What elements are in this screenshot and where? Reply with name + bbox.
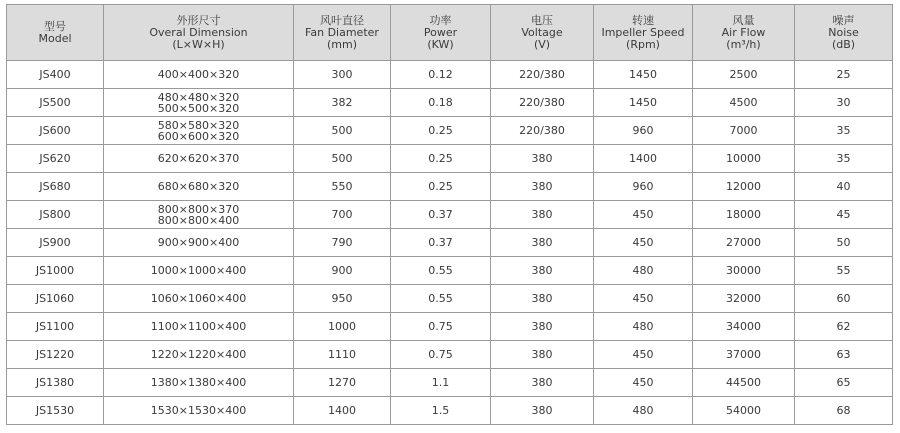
table-row <box>7 229 893 257</box>
cell-noise: 25 <box>795 61 893 89</box>
header-label-line: Air Flow <box>721 25 766 39</box>
cell-dimension <box>104 173 294 201</box>
cell-air-flow: 18000 <box>693 201 795 229</box>
header-label-line: Model <box>38 31 72 45</box>
header-label-line: (dB) <box>831 37 856 51</box>
header-label-line: Noise <box>828 25 859 39</box>
cell-fan-diameter: 550 <box>294 173 391 201</box>
header-label-line: 功率 <box>429 13 452 27</box>
header-label-line: 风量 <box>732 13 755 27</box>
table-row <box>7 173 893 201</box>
cell-noise: 68 <box>795 397 893 425</box>
cell-dimension <box>104 117 294 145</box>
cell-fan-diameter: 950 <box>294 285 391 313</box>
cell-power: 0.37 <box>391 201 491 229</box>
cell-noise: 45 <box>795 201 893 229</box>
cell-air-flow: 10000 <box>693 145 795 173</box>
dimension-line: 800×800×400 <box>157 213 240 227</box>
header-label-line: (Rpm) <box>626 37 660 51</box>
fan-spec-table <box>6 4 893 425</box>
cell-power: 0.37 <box>391 229 491 257</box>
cell-air-flow: 27000 <box>693 229 795 257</box>
cell-model: JS680 <box>7 173 104 201</box>
cell-impeller-speed: 480 <box>594 313 693 341</box>
cell-voltage: 380 <box>491 229 594 257</box>
header-label-line: Fan Diameter <box>305 25 379 39</box>
dimension-line: 480×480×320 <box>157 90 240 104</box>
table-row <box>7 201 893 229</box>
cell-air-flow: 54000 <box>693 397 795 425</box>
cell-fan-diameter: 900 <box>294 257 391 285</box>
table-row <box>7 145 893 173</box>
cell-noise: 40 <box>795 173 893 201</box>
cell-fan-diameter: 300 <box>294 61 391 89</box>
cell-voltage: 380 <box>491 257 594 285</box>
cell-power: 0.75 <box>391 313 491 341</box>
cell-model: JS400 <box>7 61 104 89</box>
table-row <box>7 61 893 89</box>
cell-noise: 35 <box>795 145 893 173</box>
header-model <box>7 5 104 61</box>
cell-voltage: 220/380 <box>491 89 594 117</box>
header-label-line: 外形尺寸 <box>176 13 221 27</box>
cell-model: JS1530 <box>7 397 104 425</box>
cell-dimension <box>104 257 294 285</box>
table-row <box>7 341 893 369</box>
cell-model: JS1380 <box>7 369 104 397</box>
dimension-line: 1530×1530×400 <box>150 404 247 417</box>
cell-voltage: 380 <box>491 313 594 341</box>
cell-model: JS620 <box>7 145 104 173</box>
cell-model: JS1100 <box>7 313 104 341</box>
cell-impeller-speed: 960 <box>594 117 693 145</box>
cell-model: JS1060 <box>7 285 104 313</box>
cell-air-flow: 37000 <box>693 341 795 369</box>
dimension-line: 1100×1100×400 <box>150 320 247 333</box>
cell-model: JS1000 <box>7 257 104 285</box>
cell-power: 0.25 <box>391 117 491 145</box>
header-noise <box>795 5 893 61</box>
cell-voltage: 380 <box>491 201 594 229</box>
cell-noise: 55 <box>795 257 893 285</box>
header-label-line: (m³/h) <box>726 37 761 51</box>
cell-fan-diameter: 1000 <box>294 313 391 341</box>
dimension-line: 400×400×320 <box>157 68 240 81</box>
cell-fan-diameter: 700 <box>294 201 391 229</box>
dimension-line: 580×580×320 <box>157 118 240 132</box>
cell-fan-diameter: 1110 <box>294 341 391 369</box>
cell-power: 0.55 <box>391 257 491 285</box>
header-label-line: Impeller Speed <box>601 25 685 39</box>
cell-voltage: 380 <box>491 341 594 369</box>
dimension-line: 600×600×320 <box>157 129 240 143</box>
cell-impeller-speed: 1400 <box>594 145 693 173</box>
dimension-line: 500×500×320 <box>157 101 240 115</box>
table-row <box>7 369 893 397</box>
cell-impeller-speed: 450 <box>594 229 693 257</box>
cell-power: 0.18 <box>391 89 491 117</box>
cell-dimension <box>104 369 294 397</box>
cell-noise: 63 <box>795 341 893 369</box>
cell-noise: 62 <box>795 313 893 341</box>
dimension-line: 1220×1220×400 <box>150 348 247 361</box>
cell-dimension <box>104 341 294 369</box>
cell-noise: 30 <box>795 89 893 117</box>
cell-voltage: 380 <box>491 145 594 173</box>
header-label-line: 风叶直径 <box>320 13 364 27</box>
cell-power: 0.55 <box>391 285 491 313</box>
header-power <box>391 5 491 61</box>
header-label-line: (KW) <box>427 37 454 51</box>
cell-dimension <box>104 285 294 313</box>
cell-fan-diameter: 500 <box>294 117 391 145</box>
cell-dimension <box>104 397 294 425</box>
cell-fan-diameter: 500 <box>294 145 391 173</box>
cell-model: JS600 <box>7 117 104 145</box>
cell-impeller-speed: 480 <box>594 257 693 285</box>
header-label-line: (V) <box>533 37 551 51</box>
cell-dimension <box>104 89 294 117</box>
table-row <box>7 397 893 425</box>
header-dimension <box>104 5 294 61</box>
header-label-line: 电压 <box>531 13 553 27</box>
cell-voltage: 220/380 <box>491 117 594 145</box>
header-label-line: (L×W×H) <box>172 37 225 51</box>
cell-impeller-speed: 960 <box>594 173 693 201</box>
cell-air-flow: 2500 <box>693 61 795 89</box>
cell-air-flow: 32000 <box>693 285 795 313</box>
cell-model: JS1220 <box>7 341 104 369</box>
cell-air-flow: 44500 <box>693 369 795 397</box>
header-label-line: Voltage <box>521 25 563 39</box>
cell-impeller-speed: 1450 <box>594 89 693 117</box>
cell-impeller-speed: 450 <box>594 341 693 369</box>
dimension-line: 1380×1380×400 <box>150 376 247 389</box>
table-header <box>7 5 893 61</box>
cell-impeller-speed: 1450 <box>594 61 693 89</box>
table-row <box>7 285 893 313</box>
header-voltage <box>491 5 594 61</box>
cell-dimension <box>104 229 294 257</box>
cell-voltage: 380 <box>491 397 594 425</box>
table-body <box>7 61 893 425</box>
header-row <box>7 5 893 61</box>
cell-power: 0.25 <box>391 173 491 201</box>
cell-air-flow: 7000 <box>693 117 795 145</box>
cell-impeller-speed: 450 <box>594 285 693 313</box>
dimension-line: 1000×1000×400 <box>150 264 247 277</box>
cell-voltage: 220/380 <box>491 61 594 89</box>
table-row <box>7 89 893 117</box>
cell-power: 1.5 <box>391 397 491 425</box>
cell-impeller-speed: 450 <box>594 201 693 229</box>
header-label-line: 型号 <box>44 19 66 33</box>
cell-noise: 60 <box>795 285 893 313</box>
cell-power: 0.12 <box>391 61 491 89</box>
cell-fan-diameter: 1400 <box>294 397 391 425</box>
cell-air-flow: 12000 <box>693 173 795 201</box>
header-label-line: Overal Dimension <box>149 25 248 39</box>
cell-voltage: 380 <box>491 369 594 397</box>
header-air-flow <box>693 5 795 61</box>
cell-fan-diameter: 382 <box>294 89 391 117</box>
header-label-line: 转速 <box>632 13 654 27</box>
cell-model: JS500 <box>7 89 104 117</box>
cell-noise: 35 <box>795 117 893 145</box>
table-row <box>7 117 893 145</box>
header-label-line: 噪声 <box>832 13 855 27</box>
dimension-line: 680×680×320 <box>157 180 240 193</box>
cell-voltage: 380 <box>491 285 594 313</box>
cell-dimension <box>104 61 294 89</box>
cell-impeller-speed: 450 <box>594 369 693 397</box>
cell-noise: 50 <box>795 229 893 257</box>
cell-power: 0.25 <box>391 145 491 173</box>
header-label-line: (mm) <box>326 37 357 51</box>
table-row <box>7 313 893 341</box>
header-impeller-speed <box>594 5 693 61</box>
dimension-line: 900×900×400 <box>157 236 240 249</box>
dimension-line: 620×620×370 <box>157 152 240 165</box>
cell-model: JS800 <box>7 201 104 229</box>
dimension-line: 1060×1060×400 <box>150 292 247 305</box>
cell-fan-diameter: 1270 <box>294 369 391 397</box>
cell-dimension <box>104 313 294 341</box>
dimension-line: 800×800×370 <box>157 202 240 216</box>
cell-model: JS900 <box>7 229 104 257</box>
cell-dimension <box>104 145 294 173</box>
cell-fan-diameter: 790 <box>294 229 391 257</box>
cell-air-flow: 4500 <box>693 89 795 117</box>
cell-power: 0.75 <box>391 341 491 369</box>
cell-power: 1.1 <box>391 369 491 397</box>
cell-air-flow: 30000 <box>693 257 795 285</box>
header-label-line: Power <box>423 25 458 39</box>
cell-air-flow: 34000 <box>693 313 795 341</box>
header-fan-diameter <box>294 5 391 61</box>
cell-noise: 65 <box>795 369 893 397</box>
cell-impeller-speed: 480 <box>594 397 693 425</box>
cell-dimension <box>104 201 294 229</box>
cell-voltage: 380 <box>491 173 594 201</box>
table-row <box>7 257 893 285</box>
